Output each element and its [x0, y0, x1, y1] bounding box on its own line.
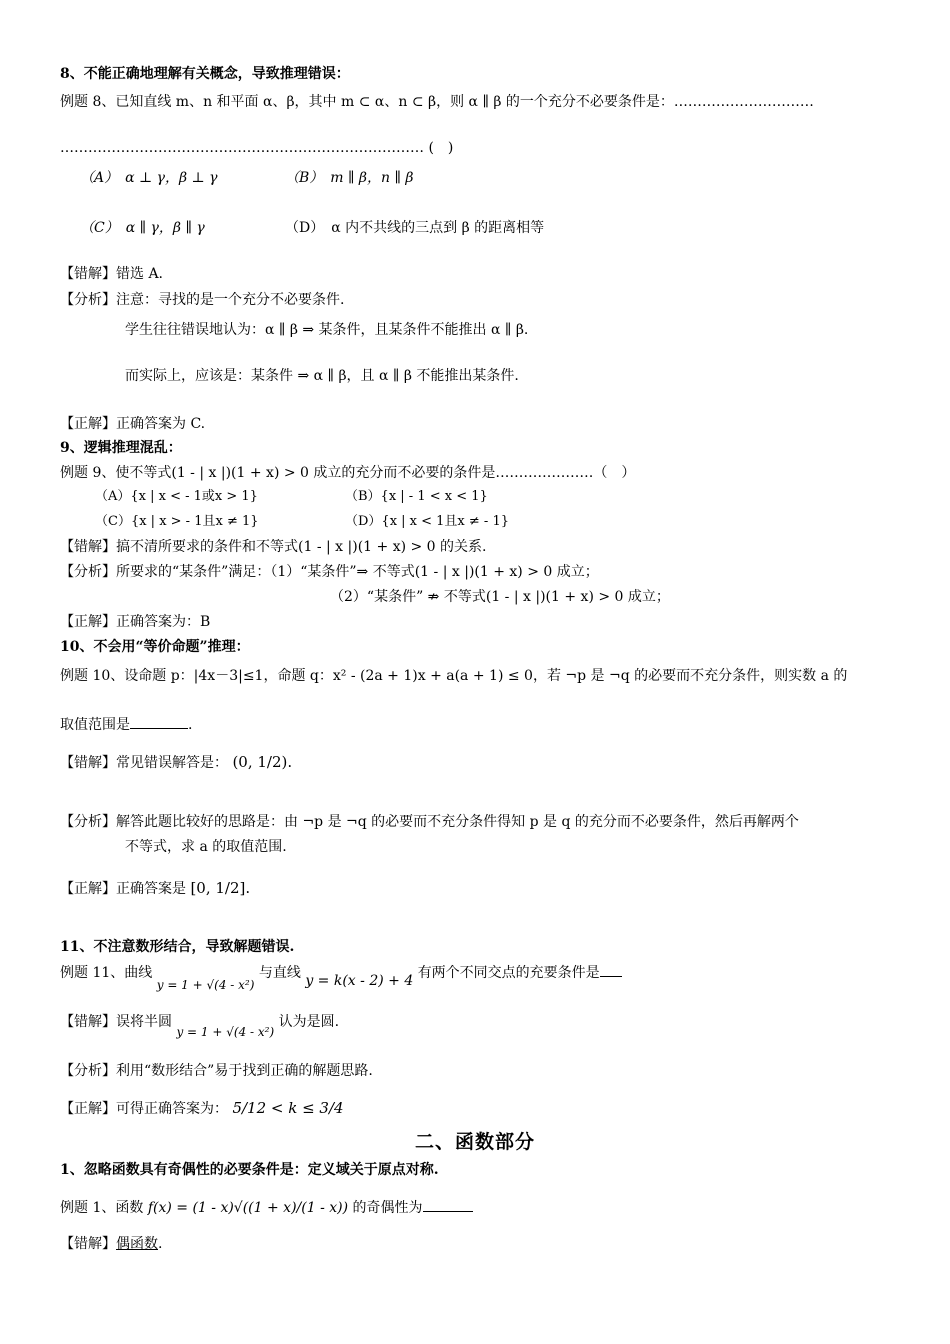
example-8-wrong-answer: 【错解】错选 A. [60, 266, 164, 282]
example-8-line-1: 例题 8、已知直线 m、n 和平面 α、β，其中 m ⊂ α、n ⊂ β，则 α ∥ β 的一个充分不必要条件是：………………………… [60, 94, 814, 110]
example-9-option-b: （B）{x | - 1 < x < 1} [345, 489, 488, 504]
example-11-wrong-answer-curve: y = 1 + √(4 - x²) [176, 1025, 275, 1039]
example-11-question [60, 962, 622, 992]
answer-blank [600, 962, 622, 977]
example-11-wrong-answer-pre: 【错解】误将半圆 [60, 1014, 172, 1030]
example-10-correct-answer-label: 【正解】正确答案是 [60, 881, 186, 897]
example-10-analysis-line-1: 【分析】解答此题比较好的思路是：由 ¬p 是 ¬q 的必要而不充分条件得知 p 是 q 的充分而不必要条件，然后再解两个 [60, 814, 799, 830]
example-10-wrong-answer-label: 【错解】常见错误解答是： [60, 755, 228, 771]
example-11-wrong-answer-post: 认为是圆. [278, 1014, 340, 1030]
example-10-line-1: 例题 10、设命题 p：|4x－3|≤1，命题 q：x² - (2a + 1)x + a(a + 1) ≤ 0，若 ¬p 是 ¬q 的必要而不充分条件，则实数 a 的 [60, 668, 848, 684]
part-2-example-1-wrong-answer-end: . [158, 1236, 163, 1252]
part-2-example-1-wrong-answer [60, 1234, 162, 1254]
example-9-option-d: （D）{x | x < 1且x ≠ - 1} [345, 514, 509, 529]
example-8-analysis-line-2: 学生往往错误地认为：α ∥ β ⇒ 某条件，且某条件不能推出 α ∥ β. [125, 322, 529, 338]
example-11-analysis: 【分析】利用“数形结合”易于找到正确的解题思路. [60, 1063, 373, 1079]
part-2-example-1 [60, 1197, 473, 1218]
section-10-heading: 10、不会用“等价命题”推理： [60, 639, 250, 655]
example-8-option-c: （C） α ∥ γ，β ∥ γ [80, 220, 205, 236]
section-8-heading: 8、不能正确地理解有关概念，导致推理错误： [60, 66, 350, 82]
example-8-option-a: （A） α ⊥ γ，β ⊥ γ [80, 170, 218, 186]
example-9-option-c: （C）{x | x > - 1且x ≠ 1} [95, 514, 259, 529]
example-10-analysis-line-2: 不等式，求 a 的取值范围. [125, 839, 287, 855]
example-10-line-2-text: 取值范围是 [60, 717, 130, 733]
section-11-heading: 11、不注意数形结合，导致解题错误. [60, 939, 295, 955]
part-2-example-1-wrong-answer-label: 【错解】 [60, 1236, 116, 1252]
example-11-mid: 与直线 [258, 965, 301, 981]
example-11-post: 有两个不同交点的充要条件是 [417, 965, 600, 981]
example-8-option-b: （B） m ∥ β，n ∥ β [285, 170, 414, 186]
example-11-correct-answer [60, 1098, 344, 1119]
example-9-correct-answer: 【正解】正确答案为：B [60, 614, 211, 630]
example-10-wrong-answer-value: (0, 1/2). [232, 753, 293, 771]
part-2-title: 二、函数部分 [414, 1131, 535, 1153]
example-9-analysis: 【分析】所要求的“某条件”满足：（1）“某条件”⇒ 不等式(1 - | x |)(1 + x) > 0 成立； [60, 564, 599, 580]
answer-blank [130, 714, 188, 729]
example-9-option-a: （A）{x | x < - 1或x > 1} [95, 489, 258, 504]
example-11-correct-answer-value: 5/12 < k ≤ 3/4 [232, 1099, 344, 1117]
part-2-example-1-wrong-answer-value: 偶函数 [116, 1236, 158, 1252]
example-10-line-2-end: . [188, 717, 193, 733]
example-10-wrong-answer [60, 752, 292, 773]
answer-blank [423, 1197, 473, 1212]
example-11-line: y = k(x - 2) + 4 [305, 973, 414, 989]
example-11-pre: 例题 11、曲线 [60, 965, 153, 981]
example-10-correct-answer [60, 878, 250, 899]
example-8-analysis-line-3: 而实际上，应该是：某条件 ⇒ α ∥ β，且 α ∥ β 不能推出某条件. [125, 368, 519, 384]
example-9-question: 例题 9、使不等式(1 - | x |)(1 + x) > 0 成立的充分而不必要的条件是…………………（ ） [60, 465, 636, 481]
example-11-curve: y = 1 + √(4 - x²) [156, 978, 255, 992]
example-11-correct-answer-label: 【正解】可得正确答案为： [60, 1101, 228, 1117]
section-9-heading: 9、逻辑推理混乱： [60, 440, 182, 456]
example-10-correct-answer-value: [0, 1/2]. [190, 879, 251, 897]
example-8-correct-answer: 【正解】正确答案为 C. [60, 416, 206, 432]
example-8-analysis: 【分析】注意：寻找的是一个充分不必要条件. [60, 292, 345, 308]
example-11-wrong-answer [60, 1012, 340, 1039]
example-9-analysis-line-2: （2）“某条件” ⇏ 不等式(1 - | x |)(1 + x) > 0 成立； [330, 589, 670, 605]
example-9-wrong-answer: 【错解】搞不清所要求的条件和不等式(1 - | x |)(1 + x) > 0 的关系. [60, 539, 487, 555]
part-2-example-1-pre: 例题 1、函数 [60, 1200, 144, 1216]
example-8-option-d: （D） α 内不共线的三点到 β 的距离相等 [285, 220, 545, 236]
part-2-example-1-post: 的奇偶性为 [352, 1200, 423, 1216]
part-2-example-1-function: f(x) = (1 - x)√((1 + x)/(1 - x)) [147, 1200, 349, 1216]
example-10-line-2 [60, 714, 192, 735]
part-2-section-1-heading: 1、忽略函数具有奇偶性的必要条件是：定义域关于原点对称. [60, 1162, 439, 1178]
example-8-line-2: …………………………………………………………………… ( ) [60, 140, 454, 156]
